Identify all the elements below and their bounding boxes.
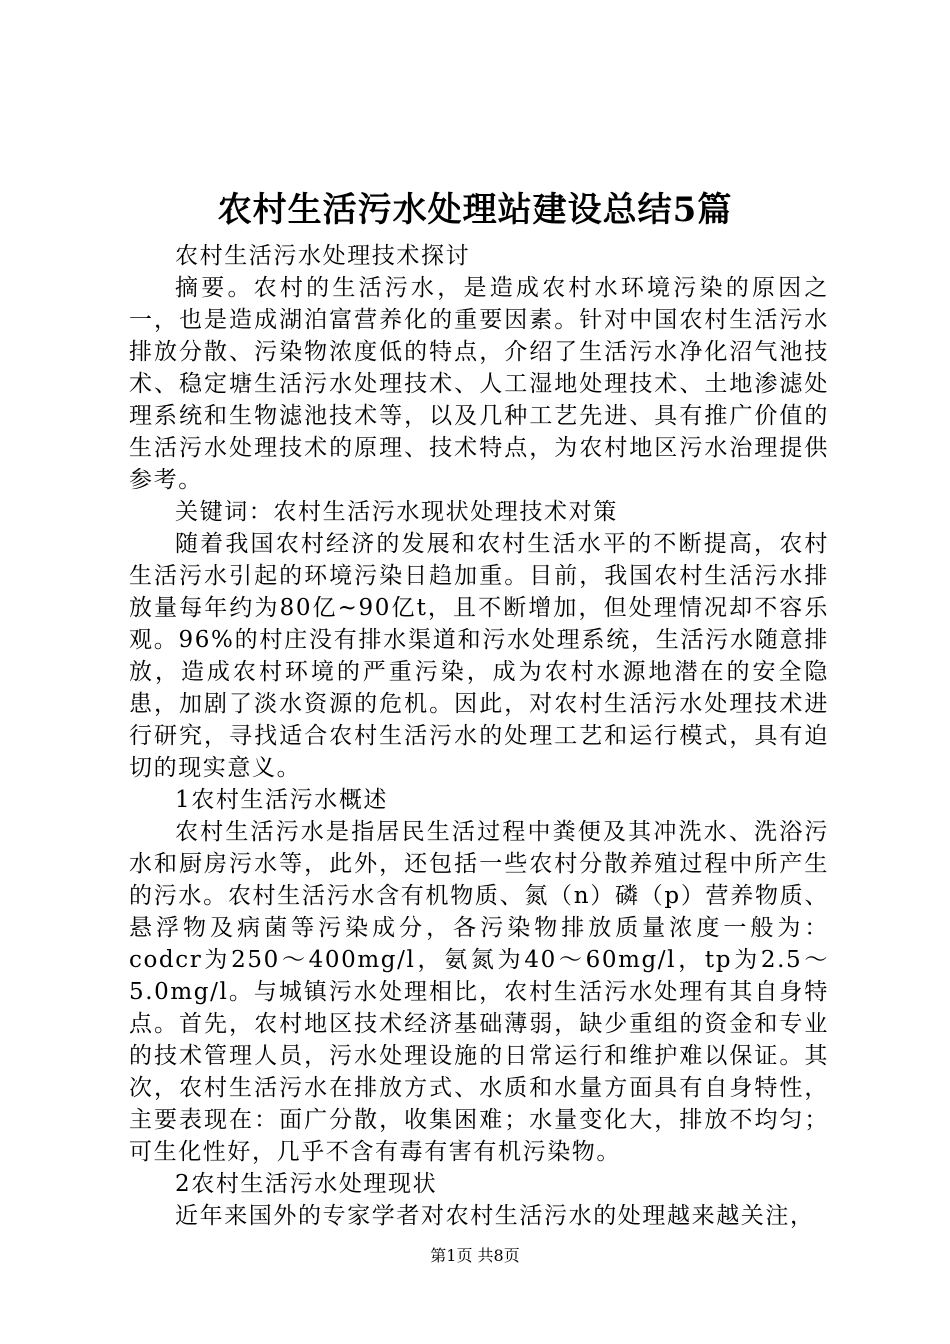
document-body [129,240,829,1232]
section-heading-intro: 农村生活污水处理技术探讨 [175,243,471,269]
section-heading-1: 1农村生活污水概述 [175,787,389,813]
status-paragraph: 近年来国外的专家学者对农村生活污水的处理越来越关注， [175,1203,815,1229]
overview-paragraph: 农村生活污水是指居民生活过程中粪便及其冲洗水、洗浴污水和厨房污水等，此外，还包括一些农村分散养殖过程中所产生的污水。农村生活污水含有机物质、氮（n）磷（p）营养物质、悬浮物及病菌等污染成分，各污染物排放质量浓度一般为：codcr为250～400mg/l，氨氮为40～60mg/l，tp为2.5～5.0mg/l。与城镇污水处理相比，农村生活污水处理有其自身特点。首先，农村地区技术经济基础薄弱，缺少重组的资金和专业的技术管理人员，污水处理设施的日常运行和维护难以保证。其次，农村生活污水在排放方式、水质和水量方面具有自身特性，主要表现在：面广分散，收集困难；水量变化大，排放不均匀；可生化性好，几乎不含有毒有害有机污染物。 [129,819,829,1165]
abstract-paragraph: 摘要。农村的生活污水，是造成农村水环境污染的原因之一，也是造成湖泊富营养化的重要因素。针对中国农村生活污水排放分散、污染物浓度低的特点，介绍了生活污水净化沼气池技术、稳定塘生活污水处理技术、人工湿地处理技术、土地渗滤处理系统和生物滤池技术等，以及几种工艺先进、具有推广价值的生活污水处理技术的原理、技术特点，为农村地区污水治理提供参考。 [129,275,829,493]
keywords-paragraph: 关键词：农村生活污水现状处理技术对策 [175,499,618,525]
section-heading-2: 2农村生活污水处理现状 [175,1171,438,1197]
document-title: 农村生活污水处理站建设总结5篇 [217,190,733,230]
intro-paragraph: 随着我国农村经济的发展和农村生活水平的不断提高，农村生活污水引起的环境污染日趋加重。目前，我国农村生活污水排放量每年约为80亿~90亿t，且不断增加，但处理情况却不容乐观。96%的村庄没有排水渠道和污水处理系统，生活污水随意排放，造成农村环境的严重污染，成为农村水源地潜在的安全隐患，加剧了淡水资源的危机。因此，对农村生活污水处理技术进行研究，寻找适合农村生活污水的处理工艺和运行模式，具有迫切的现实意义。 [129,531,829,781]
page-footer: 第1页 共8页 [430,1246,520,1265]
